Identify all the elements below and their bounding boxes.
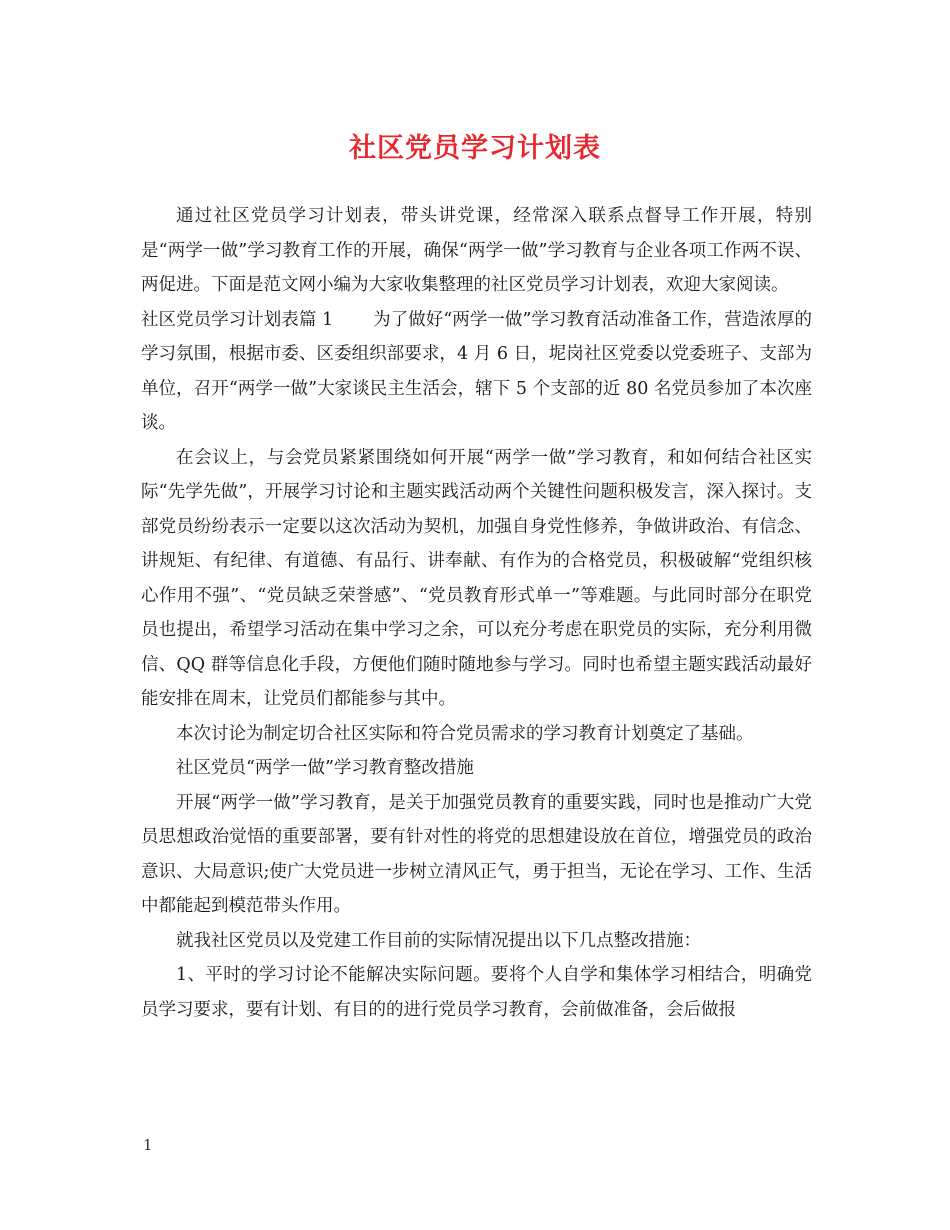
practice-paragraph: 开展“两学一做”学习教育，是关于加强党员教育的重要实践，同时也是推动广大党员思想政治觉悟的重要部署，要有针对性的将党的思想建设放在首位，增强党员的政治意识、大局意识;使广大党员进一步树立清风正气，勇于担当，无论在学习、工作、生活中都能起到模范带头作用。 <box>141 792 812 916</box>
intro-paragraph: 通过社区党员学习计划表，带头讲党课，经常深入联系点督导工作开展，特别是“两学一做”学习教育工作的开展，确保“两学一做”学习教育与企业各项工作两不误、两促进。下面是范文网小编为大家收集整理的社区党员学习计划表，欢迎大家阅读。 <box>141 206 812 295</box>
document-title: 社区党员学习计划表 <box>349 133 601 164</box>
meeting-paragraph: 在会议上，与会党员紧紧围绕如何开展“两学一做”学习教育，和如何结合社区实际“先学先做”，开展学习讨论和主题实践活动两个关键性问题积极发言，深入探讨。支部党员纷纷表示一定要以这次活动为契机，加强自身党性修养，争做讲政治、有信念、讲规矩、有纪律、有道德、有品行、讲奉献、有作为的合格党员，积极破解“党组织核心作用不强”、“党员缺乏荣誉感”、“党员教育形式单一”等难题。与此同时部分在职党员也提出，希望学习活动在集中学习之余，可以充分考虑在职党员的实际，充分利用微信、QQ 群等信息化手段，方便他们随时随地参与学习。同时也希望主题实践活动最好能安排在周末，让党员们都能参与其中。 <box>141 447 812 709</box>
measure1-paragraph: 1、平时的学习讨论不能解决实际问题。要将个人自学和集体学习相结合，明确党员学习要求，要有计划、有目的的进行党员学习教育，会前做准备，会后做报 <box>141 965 812 1020</box>
section1-heading: 社区党员学习计划表篇 1 <box>141 309 334 330</box>
foundation-paragraph: 本次讨论为制定切合社区实际和符合党员需求的学习教育计划奠定了基础。 <box>176 723 754 744</box>
document-body <box>141 199 812 1027</box>
measures-intro-paragraph: 就我社区党员以及党建工作目前的实际情况提出以下几点整改措施： <box>176 930 701 951</box>
subheading-paragraph: 社区党员“两学一做”学习教育整改措施 <box>176 758 474 778</box>
section1-paragraph <box>141 303 812 441</box>
page-number: 1 <box>143 1136 153 1154</box>
section1-text: 为了做好“两学一做”学习教育活动准备工作，营造浓厚的学习氛围，根据市委、区委组织部要求，4 月 6 日，坭岗社区党委以党委班子、支部为单位，召开“两学一做”大家谈民主生活会，辖下 5 个支部的近 80 名党员参加了本次座谈。 <box>141 309 812 433</box>
